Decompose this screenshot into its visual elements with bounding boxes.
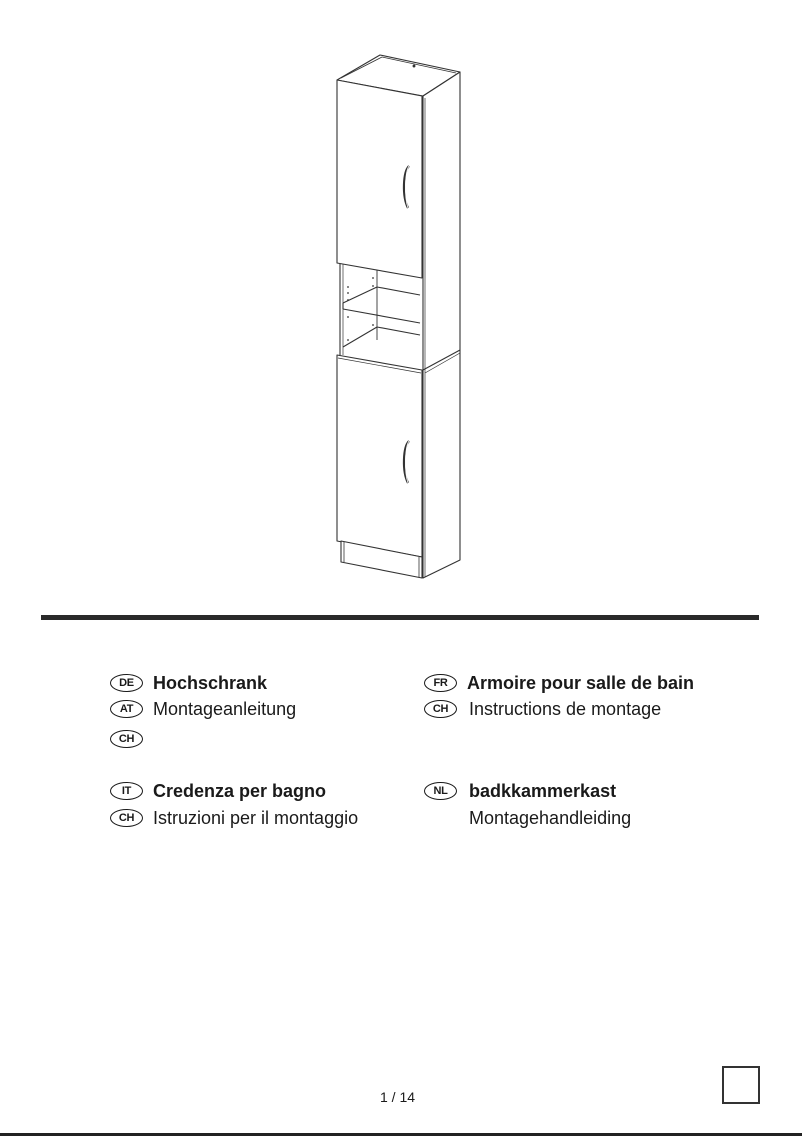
country-badge-de: DE (110, 674, 143, 692)
product-title-de: Hochschrank (153, 672, 268, 693)
country-badge-ch: CH (424, 700, 457, 718)
section-divider (41, 615, 759, 620)
instructions-subtitle-nl: Montagehandleiding (469, 807, 632, 828)
instructions-subtitle-de: Montageanleitung (153, 698, 297, 719)
country-badge-fr: FR (424, 674, 457, 692)
country-badge-at: AT (110, 700, 143, 718)
country-badge-ch: CH (110, 730, 143, 748)
page-number: 1 / 14 (380, 1089, 416, 1105)
checkbox-square (722, 1066, 760, 1104)
product-title-fr: Armoire pour salle de bain (467, 672, 695, 693)
country-badge-nl: NL (424, 782, 457, 800)
product-title-nl: badkkammerkast (469, 780, 617, 801)
instructions-subtitle-fr: Instructions de montage (469, 698, 662, 719)
country-badge-it: IT (110, 782, 143, 800)
country-badge-ch: CH (110, 809, 143, 827)
instructions-subtitle-it: Istruzioni per il montaggio (153, 807, 359, 828)
product-title-it: Credenza per bagno (153, 780, 327, 801)
